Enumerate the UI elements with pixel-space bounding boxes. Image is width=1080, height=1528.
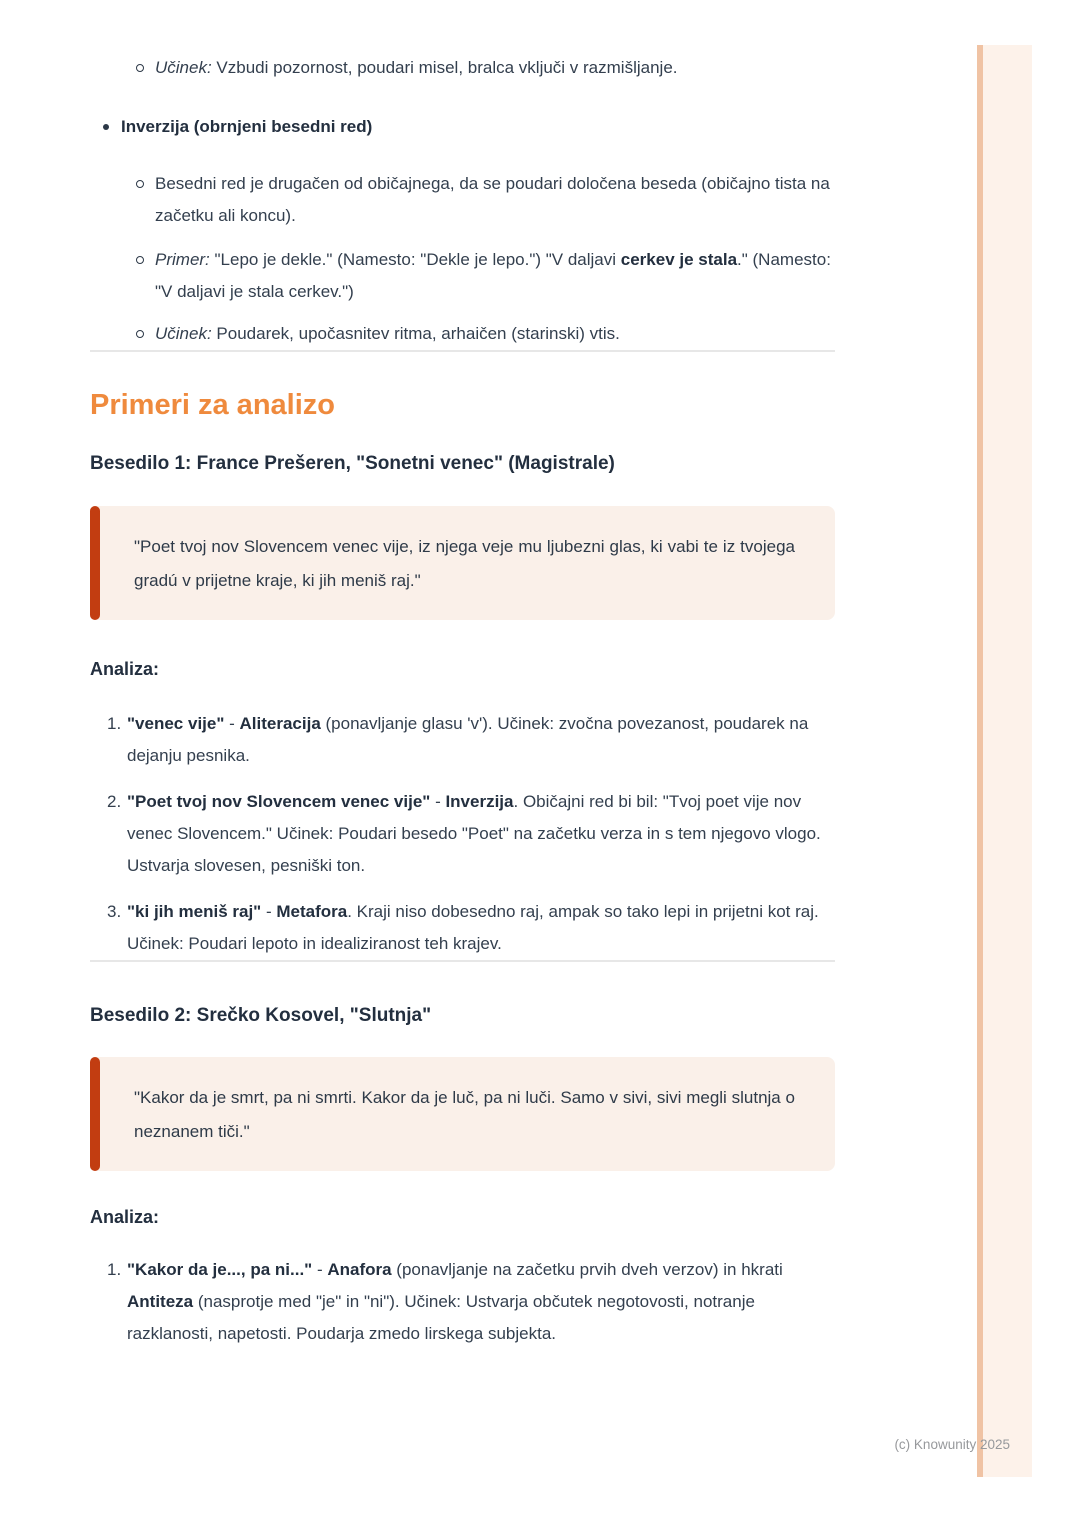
inverzija-title: Inverzija (obrnjeni besedni red)	[121, 117, 373, 136]
primer-post: ." (Namesto: "V daljavi je stala cerkev.")	[155, 249, 831, 301]
document-content	[90, 0, 835, 1350]
list-item-text	[155, 52, 835, 84]
list-item-inverzija	[90, 111, 835, 143]
circle-bullet-icon	[136, 52, 155, 84]
analysis-item-text	[127, 708, 835, 772]
list-item-ucinek-effect	[90, 52, 835, 84]
explanation: . Kraji niso dobesedno raj, ampak so tako lepi in prijetni kot raj. Učinek: Poudari lepoto in idealiziranost teh krajev.	[127, 901, 819, 953]
quoted-phrase: "ki jih meniš raj"	[127, 901, 262, 921]
figure-name: Anafora	[327, 1260, 392, 1280]
circle-bullet-icon	[136, 168, 155, 200]
primer-pre: "Lepo je dekle." (Namesto: "Dekle je lepo.") "V daljavi	[209, 249, 621, 269]
explanation-mid: (ponavljanje na začetku prvih dveh verzov) in hkrati	[391, 1260, 783, 1280]
list-number: 2.	[107, 791, 122, 811]
besedilo1-heading: Besedilo 1: France Prešeren, "Sonetni venec" (Magistrale)	[90, 453, 615, 475]
copyright-note: (c) Knowunity 2025	[894, 1437, 1010, 1452]
definition-text: Besedni red je drugačen od običajnega, da se poudari določena beseda (običajno tista na začetku ali koncu).	[155, 174, 830, 225]
section-divider	[90, 960, 835, 962]
list-number: 1.	[107, 713, 122, 733]
quoted-phrase: "Kakor da je..., pa ni..."	[127, 1260, 313, 1280]
quote1-text: "Poet tvoj nov Slovencem venec vije, iz njega veje mu ljubezni glas, ki vabi te iz tvojega gradú v prijetne kraje, ki jih meniš raj."	[134, 536, 795, 590]
list-number: 3.	[107, 901, 122, 921]
circle-bullet-icon	[136, 244, 155, 276]
primer-text	[155, 244, 835, 308]
analysis-item	[90, 708, 835, 772]
analysis-item-text	[127, 1254, 835, 1350]
figure-name: Inverzija	[445, 791, 514, 811]
analysis-item	[90, 896, 835, 960]
analysis-list-2	[90, 1254, 835, 1350]
disc-bullet-icon	[103, 111, 121, 143]
section-divider	[90, 350, 835, 352]
figure-name-2: Antiteza	[127, 1292, 194, 1312]
ucinek-text: Poudarek, upočasnitev ritma, arhaičen (starinski) vtis.	[211, 323, 620, 343]
quoted-phrase: "venec vije"	[127, 713, 225, 733]
analysis-item-text	[127, 896, 835, 960]
primer-label: Primer:	[155, 249, 210, 269]
analiza-label-2: Analiza:	[90, 1207, 160, 1228]
list-number: 1.	[107, 1260, 122, 1280]
analysis-item	[90, 1254, 835, 1350]
explanation: (ponavljanje glasu 'v'). Učinek: zvočna povezanost, poudarek na dejanju pesnika.	[127, 713, 809, 765]
quoted-phrase: "Poet tvoj nov Slovencem venec vije"	[127, 791, 431, 811]
separator: -	[430, 791, 446, 811]
figure-name: Metafora	[276, 901, 348, 921]
separator: -	[312, 1260, 328, 1280]
figure-name: Aliteracija	[239, 713, 321, 733]
list-item-ucinek-effect-2	[90, 318, 835, 350]
ucinek-label: Učinek:	[155, 58, 212, 77]
analiza-label-1: Analiza:	[90, 658, 160, 679]
ucinek-label: Učinek:	[155, 323, 212, 343]
analysis-item-text	[127, 786, 835, 882]
explanation: (nasprotje med "je" in "ni"). Učinek: Ustvarja občutek negotovosti, notranje razklanosti, napetosti. Poudarja zmedo lirskega subjekta.	[127, 1292, 755, 1344]
list-item-primer	[90, 244, 835, 308]
quote-block-1	[90, 506, 835, 620]
quote-accent-bar	[90, 1057, 100, 1171]
analysis-list-1	[90, 708, 835, 960]
primer-bold: cerkev je stala	[620, 249, 738, 269]
separator: -	[224, 713, 240, 733]
quote-accent-bar	[90, 506, 100, 620]
quote2-text: "Kakor da je smrt, pa ni smrti. Kakor da je luč, pa ni luči. Samo v sivi, sivi megli slutnja o neznanem tiči."	[134, 1088, 795, 1142]
ucinek2-text	[155, 318, 835, 350]
quote-block-2	[90, 1057, 835, 1171]
circle-bullet-icon	[136, 318, 155, 350]
page-side-strip	[977, 45, 1032, 1477]
section-title: Primeri za analizo	[90, 388, 335, 421]
list-item-definition	[90, 168, 835, 232]
besedilo2-heading: Besedilo 2: Srečko Kosovel, "Slutnja"	[90, 1004, 432, 1026]
analysis-item	[90, 786, 835, 882]
separator: -	[261, 901, 277, 921]
explanation: . Običajni red bi bil: "Tvoj poet vije nov venec Slovencem." Učinek: Poudari besedo "Poet" na začetku verza in s tem njegovo vlogo. Ustvarja slovesen, pesniški ton.	[127, 791, 821, 875]
ucinek-text: Vzbudi pozornost, poudari misel, bralca vključi v razmišljanje.	[211, 58, 678, 77]
